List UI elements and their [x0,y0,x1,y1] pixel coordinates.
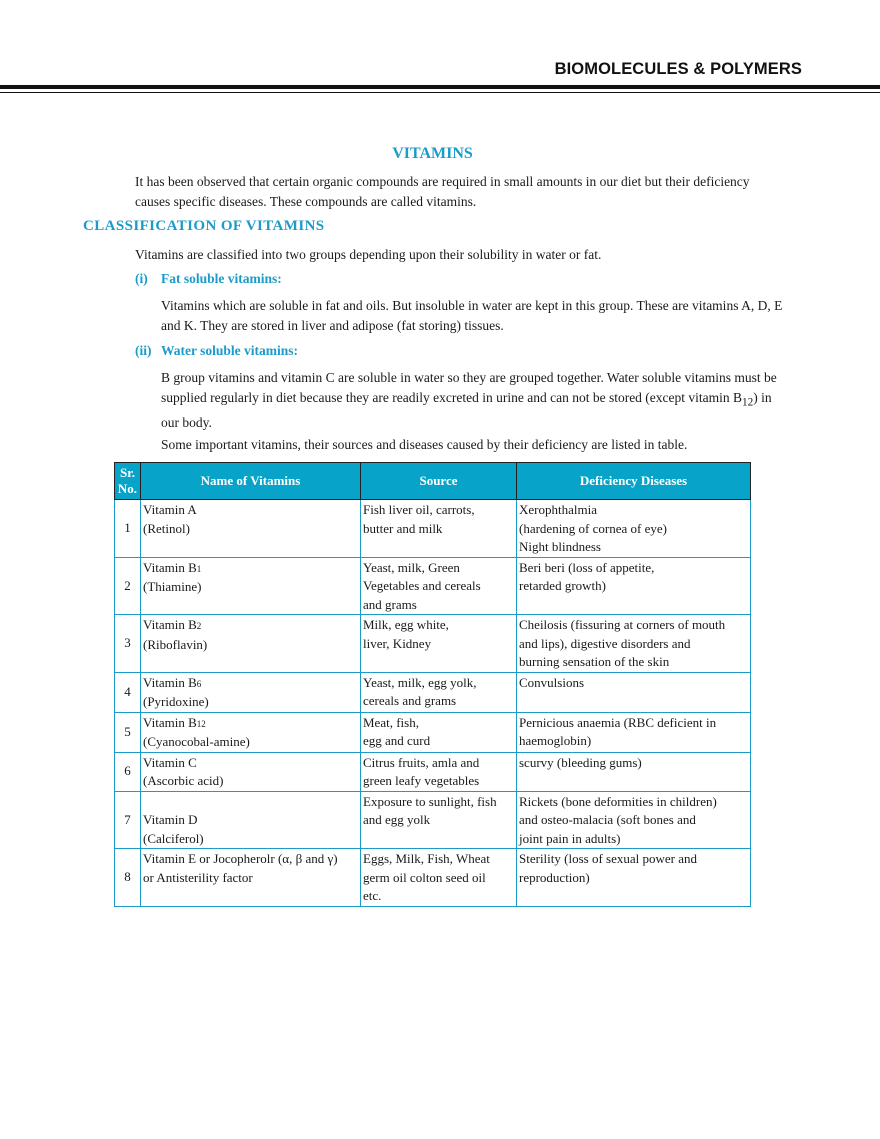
cell-line: and egg yolk [363,812,431,827]
row-vitamin-name [141,791,361,849]
cell-line: haemoglobin) [519,733,592,748]
cell-line: Vitamin B1 [143,559,202,575]
row-source [361,849,517,907]
row-deficiency-disease [517,557,751,615]
row-source [361,712,517,752]
cell-line: (hardening of cornea of eye) [519,520,667,536]
row-vitamin-name [141,712,361,752]
fat-soluble-paragraph: Vitamins which are soluble in fat and oils. But insoluble in water are kept in this group. These are vitamins A, D, E and K. They are stored in liver and adipose (fat storing) tissues. [161,298,783,333]
fat-soluble-number: (i) [135,271,148,286]
cell-line: Vitamin B12 [143,714,206,730]
cell-line: Milk, egg white, [363,617,449,632]
table-row [115,791,751,849]
row-deficiency-disease [517,712,751,752]
header-disease: Deficiency Diseases [517,463,751,500]
cell-line: Vegetables and cereals [363,578,481,593]
row-deficiency-disease [517,500,751,558]
cell-line: or Antisterility factor [143,869,253,885]
row-vitamin-name [141,849,361,907]
cell-line: Sterility (loss of sexual power and [519,851,697,866]
fat-soluble-label: Fat soluble vitamins: [161,271,282,286]
cell-line: Rickets (bone deformities in children) [519,793,717,809]
cell-line: (Ascorbic acid) [143,773,224,788]
row-sr-no: 4 [115,672,141,712]
table-row [115,500,751,558]
row-source [361,791,517,849]
header-rule-thick [0,85,880,89]
cell-line: scurvy (bleeding gums) [519,754,642,770]
water-text-main: B group vitamins and vitamin C are soluble in water so they are grouped together. Water soluble vitamins must be supplied regularly in diet because they are readily excreted in urine and can not be stored (except vitamin B [161,370,777,405]
cell-line: and lips), digestive disorders and [519,635,691,651]
cell-line: Cheilosis (fissuring at corners of mouth [519,617,726,632]
row-source [361,672,517,712]
table-intro-paragraph: Some important vitamins, their sources and diseases caused by their deficiency are listed in table. [161,437,688,452]
cell-line: Convulsions [519,674,585,690]
cell-line: (Thiamine) [143,579,202,594]
row-source [361,752,517,791]
cell-line: Beri beri (loss of appetite, [519,559,655,575]
table-header-row [115,463,751,500]
row-sr-no: 6 [115,752,141,791]
cell-line: Citrus fruits, amla and [363,754,480,770]
table-row [115,752,751,791]
row-source [361,557,517,615]
row-deficiency-disease [517,672,751,712]
row-source [361,500,517,558]
cell-line: Meat, fish, [363,714,419,730]
cell-line: Yeast, milk, Green [363,559,460,575]
cell-line: retarded growth) [519,578,606,593]
fat-soluble-heading [135,271,282,287]
cell-line: Night blindness [519,539,601,554]
cell-line: butter and milk [363,520,443,536]
row-sr-no: 2 [115,557,141,615]
cell-line: (Riboflavin) [143,636,208,652]
cell-line: Pernicious anaemia (RBC deficient in [519,714,717,730]
row-sr-no: 5 [115,712,141,752]
row-vitamin-name [141,672,361,712]
cell-line: Vitamin B2 [143,617,202,632]
classification-paragraph: Vitamins are classified into two groups depending upon their solubility in water or fat. [135,247,602,262]
water-soluble-label: Water soluble vitamins: [161,343,299,358]
table-row [115,557,751,615]
row-source [361,615,517,673]
cell-line: Yeast, milk, egg yolk, [363,674,477,690]
cell-line: burning sensation of the skin [519,654,670,669]
row-deficiency-disease [517,615,751,673]
cell-line [143,793,358,812]
row-deficiency-disease [517,752,751,791]
table-row [115,849,751,907]
cell-line: reproduction) [519,869,590,885]
cell-line: Exposure to sunlight, fish [363,793,497,809]
row-vitamin-name [141,752,361,791]
cell-line: Vitamin A [143,502,197,517]
header-sr-no: Sr. No. [115,463,141,500]
cell-line: Vitamin D [143,812,198,827]
header-name: Name of Vitamins [141,463,361,500]
row-vitamin-name [141,615,361,673]
row-deficiency-disease [517,791,751,849]
cell-line: (Cyanocobal-amine) [143,734,250,749]
classification-title: CLASSIFICATION OF VITAMINS [83,218,325,234]
row-deficiency-disease [517,849,751,907]
cell-line: Vitamin B6 [143,674,202,690]
cell-line: and grams [363,596,417,612]
row-sr-no: 7 [115,791,141,849]
cell-line: green leafy vegetables [363,773,480,788]
cell-line: Eggs, Milk, Fish, Wheat [363,851,490,866]
cell-line: etc. [363,888,382,903]
cell-line: liver, Kidney [363,635,432,651]
cell-line: Xerophthalmia [519,502,597,517]
cell-line: Fish liver oil, carrots, [363,502,475,517]
cell-line: (Calciferol) [143,830,204,846]
table-body [115,500,751,907]
cell-line: germ oil colton seed oil [363,869,486,885]
table-row [115,712,751,752]
row-vitamin-name [141,500,361,558]
water-soluble-number: (ii) [135,343,152,358]
table-row [115,615,751,673]
page-header-title: BIOMOLECULES & POLYMERS [554,60,802,78]
table-row [115,672,751,712]
cell-line: Vitamin E or Jocopherolr (α, β and γ) [143,851,338,866]
cell-line: (Pyridoxine) [143,694,209,709]
water-text-subscript: 12 [742,396,754,409]
vitamins-table [114,462,751,907]
water-soluble-paragraph [161,368,785,433]
header-source: Source [361,463,517,500]
section-title: VITAMINS [392,145,473,162]
cell-line: joint pain in adults) [519,830,621,846]
water-text-end: ) in our body. [161,390,772,430]
intro-paragraph: It has been observed that certain organic compounds are required in small amounts in our diet but their deficiency causes specific diseases. These compounds are called vitamins. [135,174,750,209]
row-sr-no: 3 [115,615,141,673]
row-vitamin-name [141,557,361,615]
cell-line: Vitamin C [143,754,197,770]
row-sr-no: 8 [115,849,141,907]
header-rule-thin [0,92,880,93]
water-soluble-heading [135,343,298,359]
cell-line: (Retinol) [143,520,190,536]
cell-line: egg and curd [363,733,431,748]
cell-line: cereals and grams [363,693,457,708]
row-sr-no: 1 [115,500,141,558]
cell-line: and osteo-malacia (soft bones and [519,812,696,827]
